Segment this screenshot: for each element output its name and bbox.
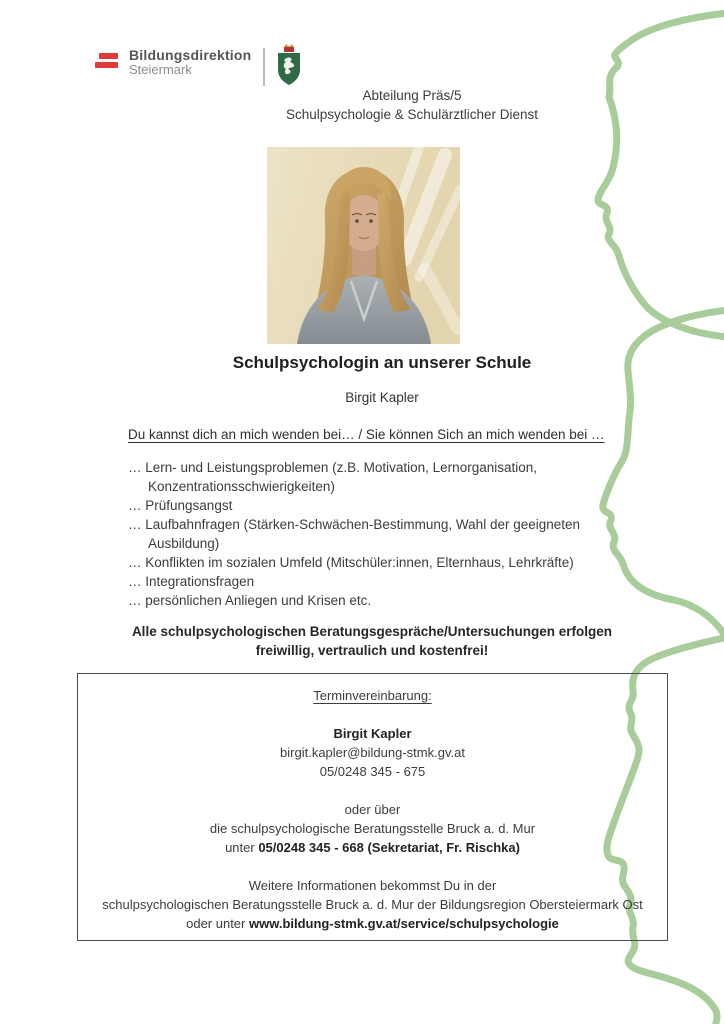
- logo-divider: [263, 48, 265, 86]
- topic-item: [128, 572, 652, 591]
- bildungsdirektion-logo: [95, 47, 303, 86]
- topic-text: persönlichen Anliegen und Krisen etc.: [145, 593, 372, 608]
- topic-item: [128, 458, 652, 496]
- appointment-heading: Terminvereinbarung:: [313, 688, 432, 703]
- info-line2: schulpsychologischen Beratungsstelle Bruck a. d. Mur der Bildungsregion Obersteiermark Ost: [102, 897, 643, 912]
- alt-contact-line3: [78, 838, 667, 857]
- contact-name: Birgit Kapler: [333, 726, 412, 741]
- topic-item: [128, 515, 652, 553]
- alt-phone-prefix: unter: [225, 840, 259, 855]
- topic-text: Laufbahnfragen (Stärken-Schwächen-Bestimmung, Wahl der geeigneten Ausbildung): [145, 517, 581, 551]
- topic-text: Konflikten im sozialen Umfeld (Mitschüler:innen, Elternhaus, Lehrkräfte): [145, 555, 574, 570]
- topic-text: Integrationsfragen: [145, 574, 255, 589]
- topics-list: [128, 458, 652, 610]
- website-prefix: oder unter: [186, 916, 249, 931]
- contact-phone: 05/0248 345 - 675: [319, 764, 426, 779]
- contact-lead-heading: Du kannst dich an mich wenden bei… / Sie können Sich an mich wenden bei …: [128, 427, 605, 442]
- ellipsis-bullet: …: [128, 517, 142, 532]
- secretariat-phone: 05/0248 345 - 668 (Sekretariat, Fr. Rischka): [258, 840, 520, 855]
- alt-contact-line1: oder über: [344, 802, 401, 817]
- ellipsis-bullet: …: [128, 574, 142, 589]
- ellipsis-bullet: …: [128, 460, 142, 475]
- notice-line2: freiwillig, vertraulich und kostenfrei!: [255, 643, 489, 658]
- contact-email: birgit.kapler@bildung-stmk.gv.at: [280, 745, 465, 760]
- page-title: Schulpsychologin an unserer Schule: [232, 353, 532, 372]
- department-header: [100, 86, 724, 124]
- psychologist-name: Birgit Kapler: [345, 390, 419, 405]
- alt-contact-line2: die schulpsychologische Beratungsstelle Bruck a. d. Mur: [209, 821, 536, 836]
- free-confidential-notice: [20, 622, 724, 660]
- ellipsis-bullet: …: [128, 498, 142, 513]
- org-name: Bildungsdirektion: [129, 47, 252, 63]
- topic-item: [128, 591, 652, 610]
- topic-text: Lern- und Leistungsproblemen (z.B. Motivation, Lernorganisation, Konzentrationsschwierigkeiten): [145, 460, 537, 494]
- website-url: www.bildung-stmk.gv.at/service/schulpsychologie: [248, 916, 559, 931]
- ellipsis-bullet: …: [128, 555, 142, 570]
- department-line1: Abteilung Präs/5: [362, 88, 462, 103]
- topic-item: [128, 553, 652, 572]
- styria-coat-of-arms-icon: [275, 44, 303, 86]
- topic-item: [128, 496, 652, 515]
- department-line2: Schulpsychologie & Schulärztlicher Dienst: [285, 107, 539, 122]
- portrait-photo: [267, 147, 460, 344]
- notice-line1: Alle schulpsychologischen Beratungsgespräche/Untersuchungen erfolgen: [131, 624, 613, 639]
- appointment-box: [77, 673, 668, 941]
- austria-flag-icon: [95, 53, 119, 69]
- ellipsis-bullet: …: [128, 593, 142, 608]
- org-region: Steiermark: [129, 62, 192, 78]
- topic-text: Prüfungsangst: [145, 498, 233, 513]
- info-line1: Weitere Informationen bekommst Du in der: [248, 878, 497, 893]
- info-line3: [78, 914, 667, 933]
